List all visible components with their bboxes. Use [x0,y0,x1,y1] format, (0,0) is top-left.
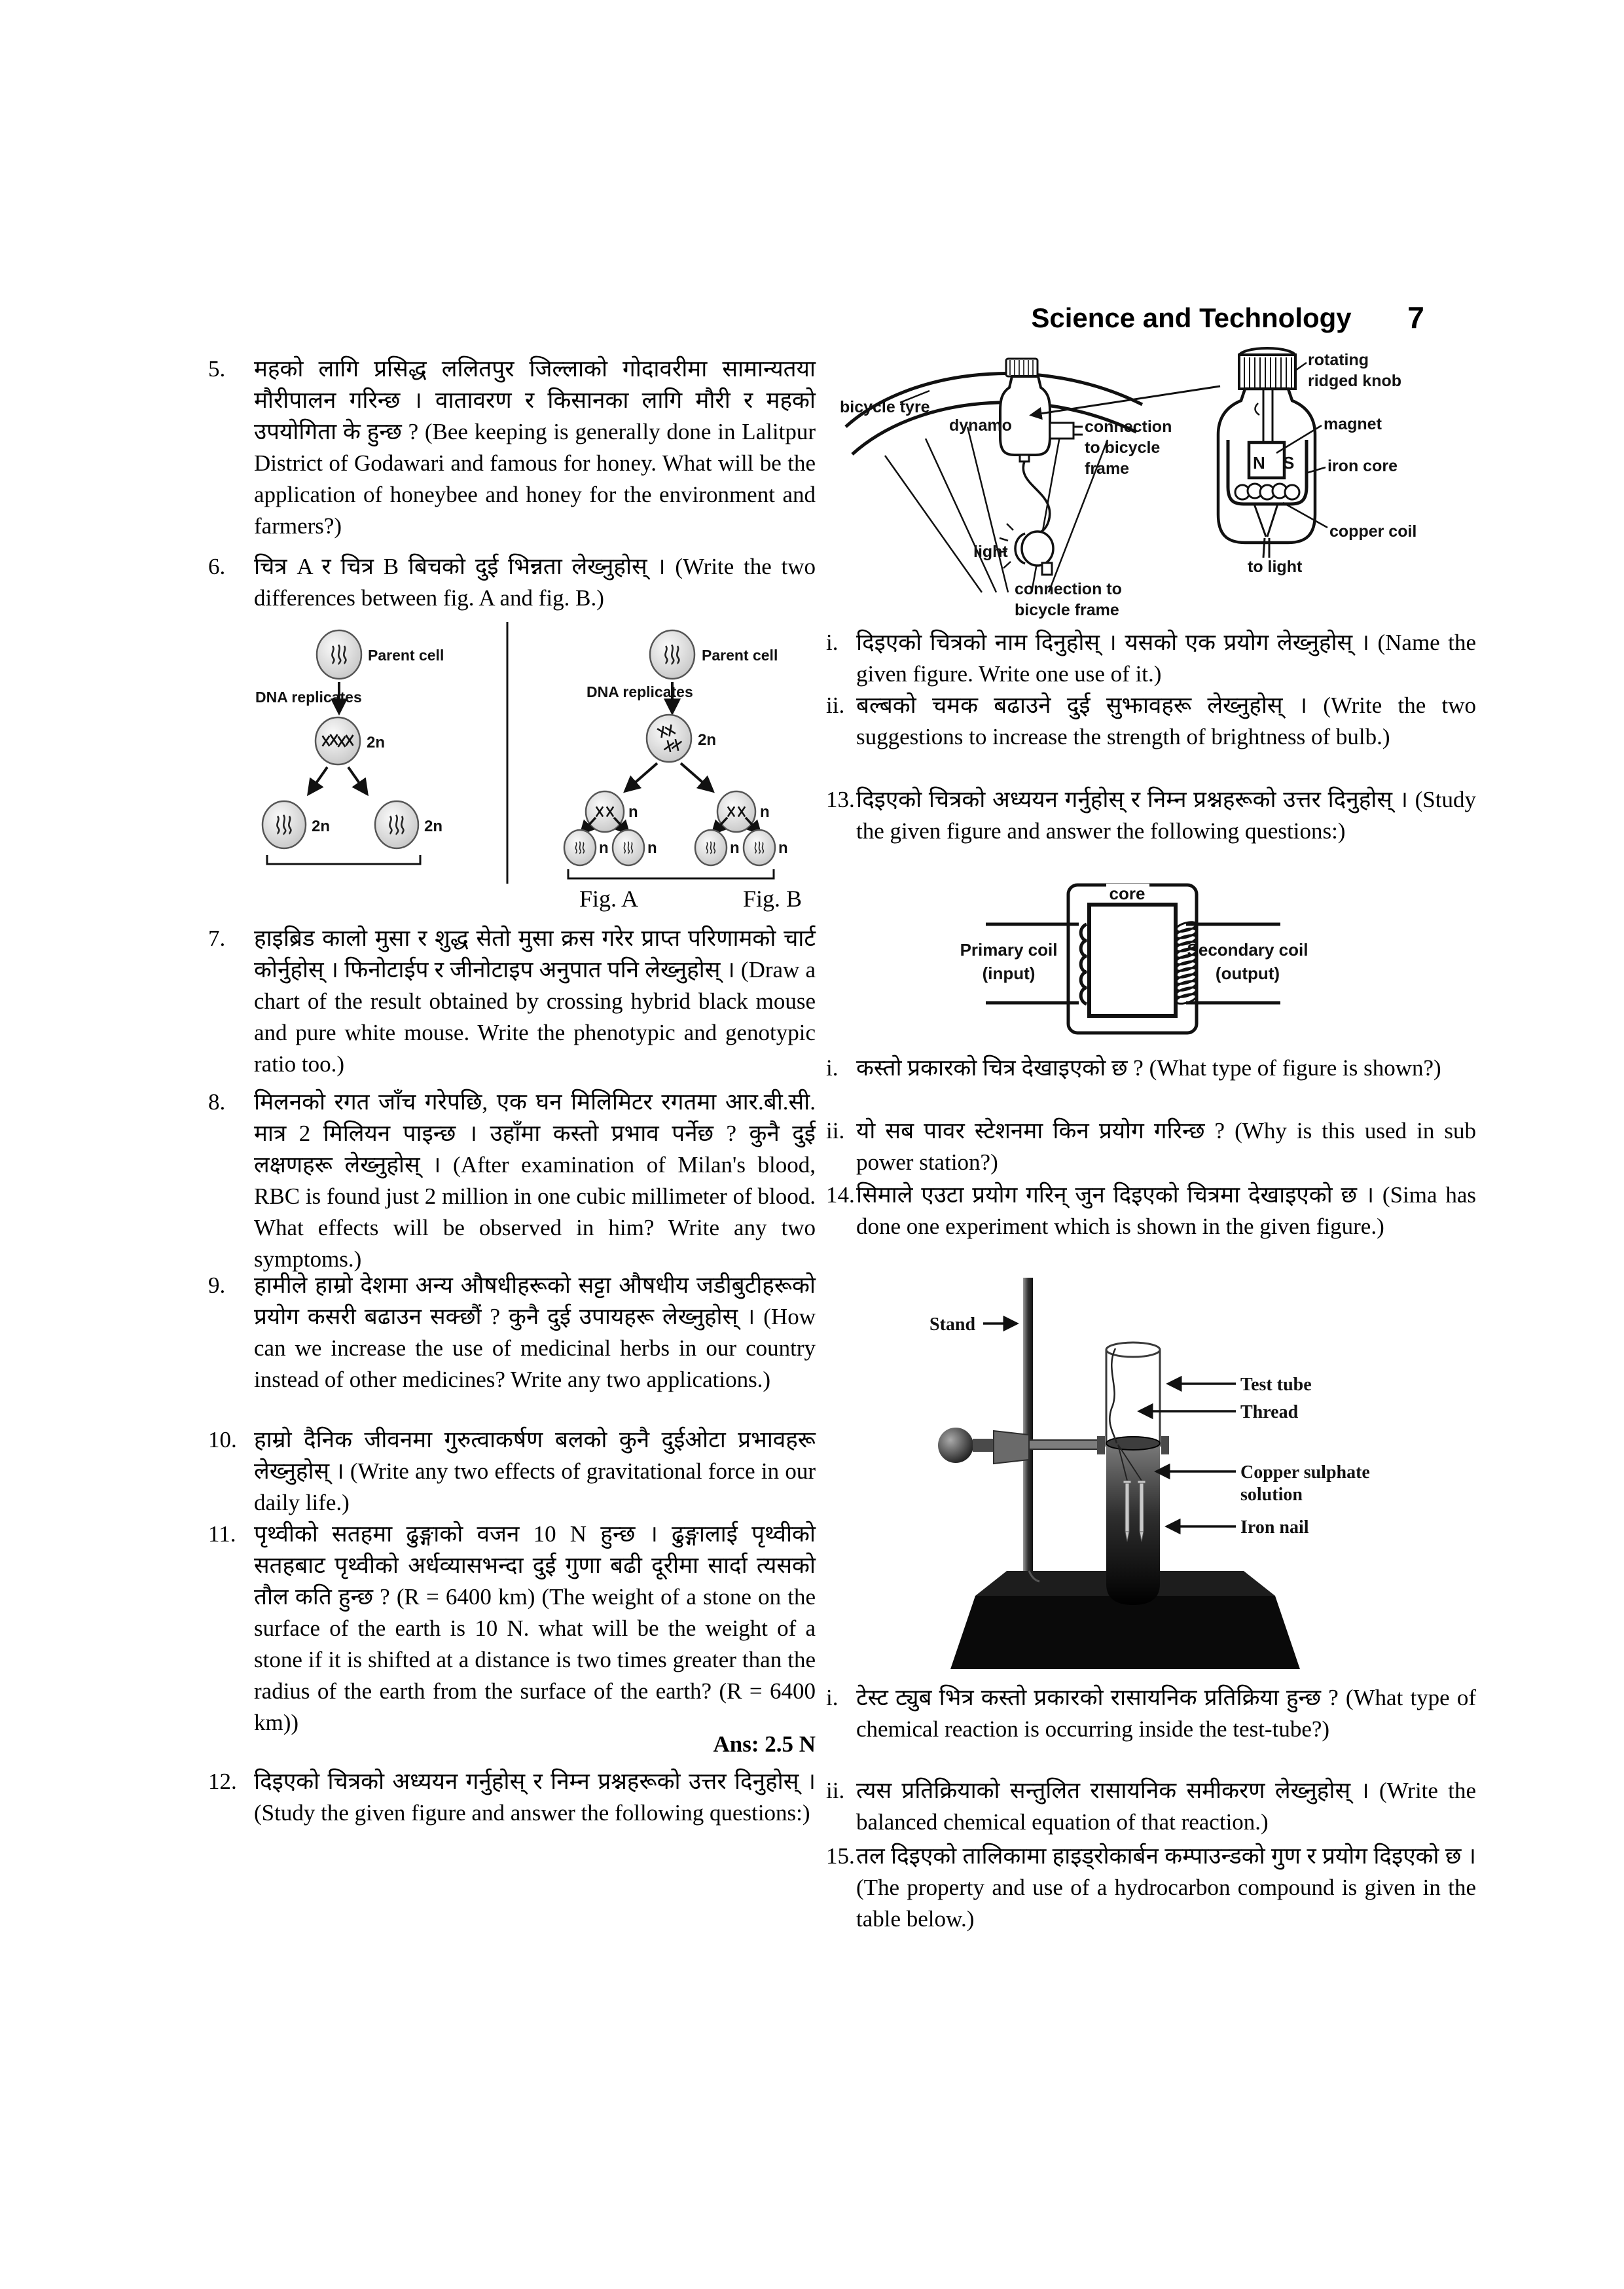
copper-coil-shape [1235,484,1299,499]
item-text: टेस्ट ट्युब भित्र कस्तो प्रकारको रासायनिक प्रतिक्रिया हुन्छ ? (What type of chemical reaction is occurring inside the test-tube?) [856,1685,1476,1742]
ploidy-label: n [628,803,638,821]
dynamo-figure [831,347,1486,622]
primary-coil-label: Primary coil [960,940,1058,960]
to-light-label: to light [1248,558,1303,576]
item-text: दिइएको चित्रको नाम दिनुहोस् । यसको एक प्रयोग लेख्नुहोस् । (Name the given figure. Write one use of it.) [856,630,1476,687]
question-text: मिलनको रगत जाँच गरेपछि, एक घन मिलिमिटर रगतमा आर.बी.सी. मात्र 2 मिलियन पाइन्छ । उहाँमा कस्तो प्रभाव पर्नेछ ? कुनै दुई लक्षणहरू लेख्नुहोस् । (After examination of Milan's blood, RBC is found just 2 million in one cubic millimeter of blood. What effects will be observed in him? Write any two symptoms.) [254,1089,816,1272]
test-tube-label: Test tube [1240,1375,1312,1395]
question-12 [208,1766,816,1829]
stand-rod [1023,1278,1033,1579]
experiment-figure [871,1276,1486,1679]
question-text: दिइएको चित्रको अध्ययन गर्नुहोस् र निम्न प्रश्नहरूको उत्तर दिनुहोस् । (Study the given figure and answer the following questions:) [856,787,1476,844]
question-number: 9. [208,1272,226,1298]
item-text: कस्तो प्रकारको चित्र देखाइएको छ ? (What type of figure is shown?) [856,1055,1441,1081]
question-number: 11. [208,1521,236,1547]
stand-label: Stand [929,1314,976,1335]
question-13-i [826,1053,1476,1084]
question-number: 13. [826,787,855,812]
wire [1023,461,1050,539]
zoom-arrow [1032,386,1220,415]
item-text: बल्बको चमक बढाउने दुई सुझावहरू लेख्नुहोस् । (Write the two suggestions to increase the strength of brightness of bulb.) [856,693,1476,749]
ploidy-label: n [778,839,788,857]
question-6 [208,551,816,614]
rotating-knob-label-1: rotating [1308,351,1369,369]
connection-bottom-label-2: bicycle frame [1015,601,1119,619]
thread-label: Thread [1240,1402,1299,1422]
question-14 [826,1180,1476,1242]
ploidy-label: 2n [698,731,717,749]
ploidy-label: 2n [367,734,386,751]
fig-b-meiosis [564,630,788,878]
item-number: i. [826,1685,839,1710]
copper-sulphate-label-2: solution [1240,1485,1303,1505]
copper-sulphate-label-1: Copper sulphate [1240,1462,1370,1483]
magnet-label: magnet [1324,415,1382,433]
question-number: 6. [208,554,226,579]
frame-connector [1050,423,1074,439]
question-13-ii [826,1115,1476,1178]
item-number: ii. [826,1118,845,1144]
question-7 [208,923,816,1080]
fig-a-caption: Fig. A [579,886,639,912]
question-10 [208,1424,816,1519]
dna-replicates-label: DNA replicates [255,689,362,706]
question-14-i [826,1682,1476,1745]
iron-core-label: iron core [1327,457,1398,475]
page-number: 7 [1407,300,1424,334]
parent-cell-label: Parent cell [702,647,778,664]
dynamo-cutaway [1218,348,1315,558]
ploidy-label: n [730,839,740,857]
item-number: ii. [826,1778,845,1803]
item-number: i. [826,630,839,655]
core-inner [1089,905,1176,1016]
question-number: 15. [826,1843,855,1869]
item-text: यो सब पावर स्टेशनमा किन प्रयोग गरिन्छ ? (Why is this used in sub power station?) [856,1118,1476,1175]
question-text: हामीले हाम्रो देशमा अन्य औषधीहरूको सट्टा औषधीय जडीबुटीहरूको प्रयोग कसरी बढाउन सक्छौं ? कुनै दुई उपायहरू लेख्नुहोस् । (How can we increase the use of medicinal herbs in our country instead of other medicines? Write any two applications.) [254,1272,816,1392]
bicycle-tyre-label: bicycle tyre [840,398,930,416]
fig-a-mitosis [255,630,444,864]
test-tube [1106,1343,1160,1605]
light-label: light [973,543,1008,561]
question-number: 12. [208,1769,237,1794]
question-number: 14. [826,1182,855,1208]
question-text: हाइब्रिड कालो मुसा र शुद्ध सेतो मुसा क्रस गरेर प्राप्त परिणामको चार्ट कोर्नुहोस् । फिनोटाईप र जीनोटाइप अनुपात पनि लेख्नुहोस् । (Draw a chart of the result obtained by crossing hybrid black mouse and pure white mouse. Write the phenotypic and genotypic ratio too.) [254,926,816,1077]
question-text: चित्र A र चित्र B बिचको दुई भिन्नता लेख्नुहोस् । (Write the two differences between fig. A and fig. B.) [254,554,816,611]
copper-coil-label: copper coil [1329,522,1417,541]
dna-replicates-label: DNA replicates [586,683,693,700]
question-8 [208,1087,816,1275]
transformer-figure [936,880,1342,1047]
connection-bottom-label-1: connection to [1015,580,1122,598]
question-number: 10. [208,1427,237,1452]
question-number: 8. [208,1089,226,1115]
item-number: ii. [826,693,845,718]
question-text: हाम्रो दैनिक जीवनमा गुरुत्वाकर्षण बलको कुनै दुईओटा प्रभावहरू लेख्नुहोस् । (Write any two effects of gravitational force in our daily life.) [254,1427,816,1515]
page-title: Science and Technology [1031,302,1352,333]
question-13 [826,784,1476,847]
connection-frame-label-3: frame [1085,460,1130,478]
fig-b-caption: Fig. B [742,886,803,912]
connection-frame-label-2: to bicycle [1085,439,1161,457]
cell-division-figure [216,619,818,884]
question-text: पृथ्वीको सतहमा ढुङ्गाको वजन 10 N हुन्छ । ढुङ्गालाई पृथ्वीको सतहबाट पृथ्वीको अर्धव्यासभन्दा दुई गुणा बढी दूरीमा सार्दा त्यसको तौल कति हुन्छ ? (R = 6400 km) (The weight of a stone on the surface of the earth is 10 N. what will be the weight of a stone if it is shifted at a distance is two times greater than the radius of the earth from the surface of the earth? (R = 6400 km)) [254,1521,816,1735]
rotating-knob-label-2: ridged knob [1308,372,1402,390]
ploidy-label: 2n [312,818,331,835]
iron-nail-label: Iron nail [1240,1517,1309,1538]
question-12-ii [826,690,1476,753]
parent-cell-label: Parent cell [368,647,444,664]
question-text: तल दिइएको तालिकामा हाइड्रोकार्बन कम्पाउन्डको गुण र प्रयोग दिइएको छ । (The property and use of a hydrocarbon compound is given in the table below.) [856,1843,1476,1932]
question-15 [826,1841,1476,1935]
ploidy-label: n [760,803,770,821]
question-5 [208,353,816,542]
question-number: 7. [208,926,226,951]
magnet-poles-label: N S [1253,453,1301,473]
secondary-coil-label: Secondary coil [1187,940,1308,960]
ploidy-label: 2n [424,818,443,835]
ploidy-label: n [599,839,609,857]
primary-coil-sublabel: (input) [982,964,1036,983]
question-14-ii [826,1775,1476,1838]
question-12-i [826,627,1476,690]
answer-11: Ans: 2.5 N [713,1731,816,1757]
question-number: 5. [208,356,226,382]
item-text: त्यस प्रतिक्रियाको सन्तुलित रासायनिक समीकरण लेख्नुहोस् । (Write the balanced chemical equation of that reaction.) [856,1778,1476,1835]
secondary-coil-sublabel: (output) [1215,964,1280,983]
dynamo-label: dynamo [949,416,1012,435]
question-11 [208,1519,816,1739]
ploidy-label: n [647,839,657,857]
question-9 [208,1270,816,1396]
question-text: दिइएको चित्रको अध्ययन गर्नुहोस् र निम्न प्रश्नहरूको उत्तर दिनुहोस् । (Study the given figure and answer the following questions:) [254,1769,816,1826]
core-label: core [1109,884,1146,903]
question-text: महको लागि प्रसिद्ध ललितपुर जिल्लाको गोदावरीमा सामान्यतया मौरीपालन गरिन्छ । वातावरण र किसानका लागि मौरी र महको उपयोगिता के हुन्छ ? (Bee keeping is generally done in Lalitpur District of Godawari and famous for honey. What will be the application of honeybee and honey for the environment and farmers?) [254,356,816,539]
item-number: i. [826,1055,839,1081]
question-text: सिमाले एउटा प्रयोग गरिन् जुन दिइएको चित्रमा देखाइएको छ । (Sima has done one experiment which is shown in the given figure.) [856,1182,1476,1239]
connection-frame-label-1: connection [1085,418,1172,436]
